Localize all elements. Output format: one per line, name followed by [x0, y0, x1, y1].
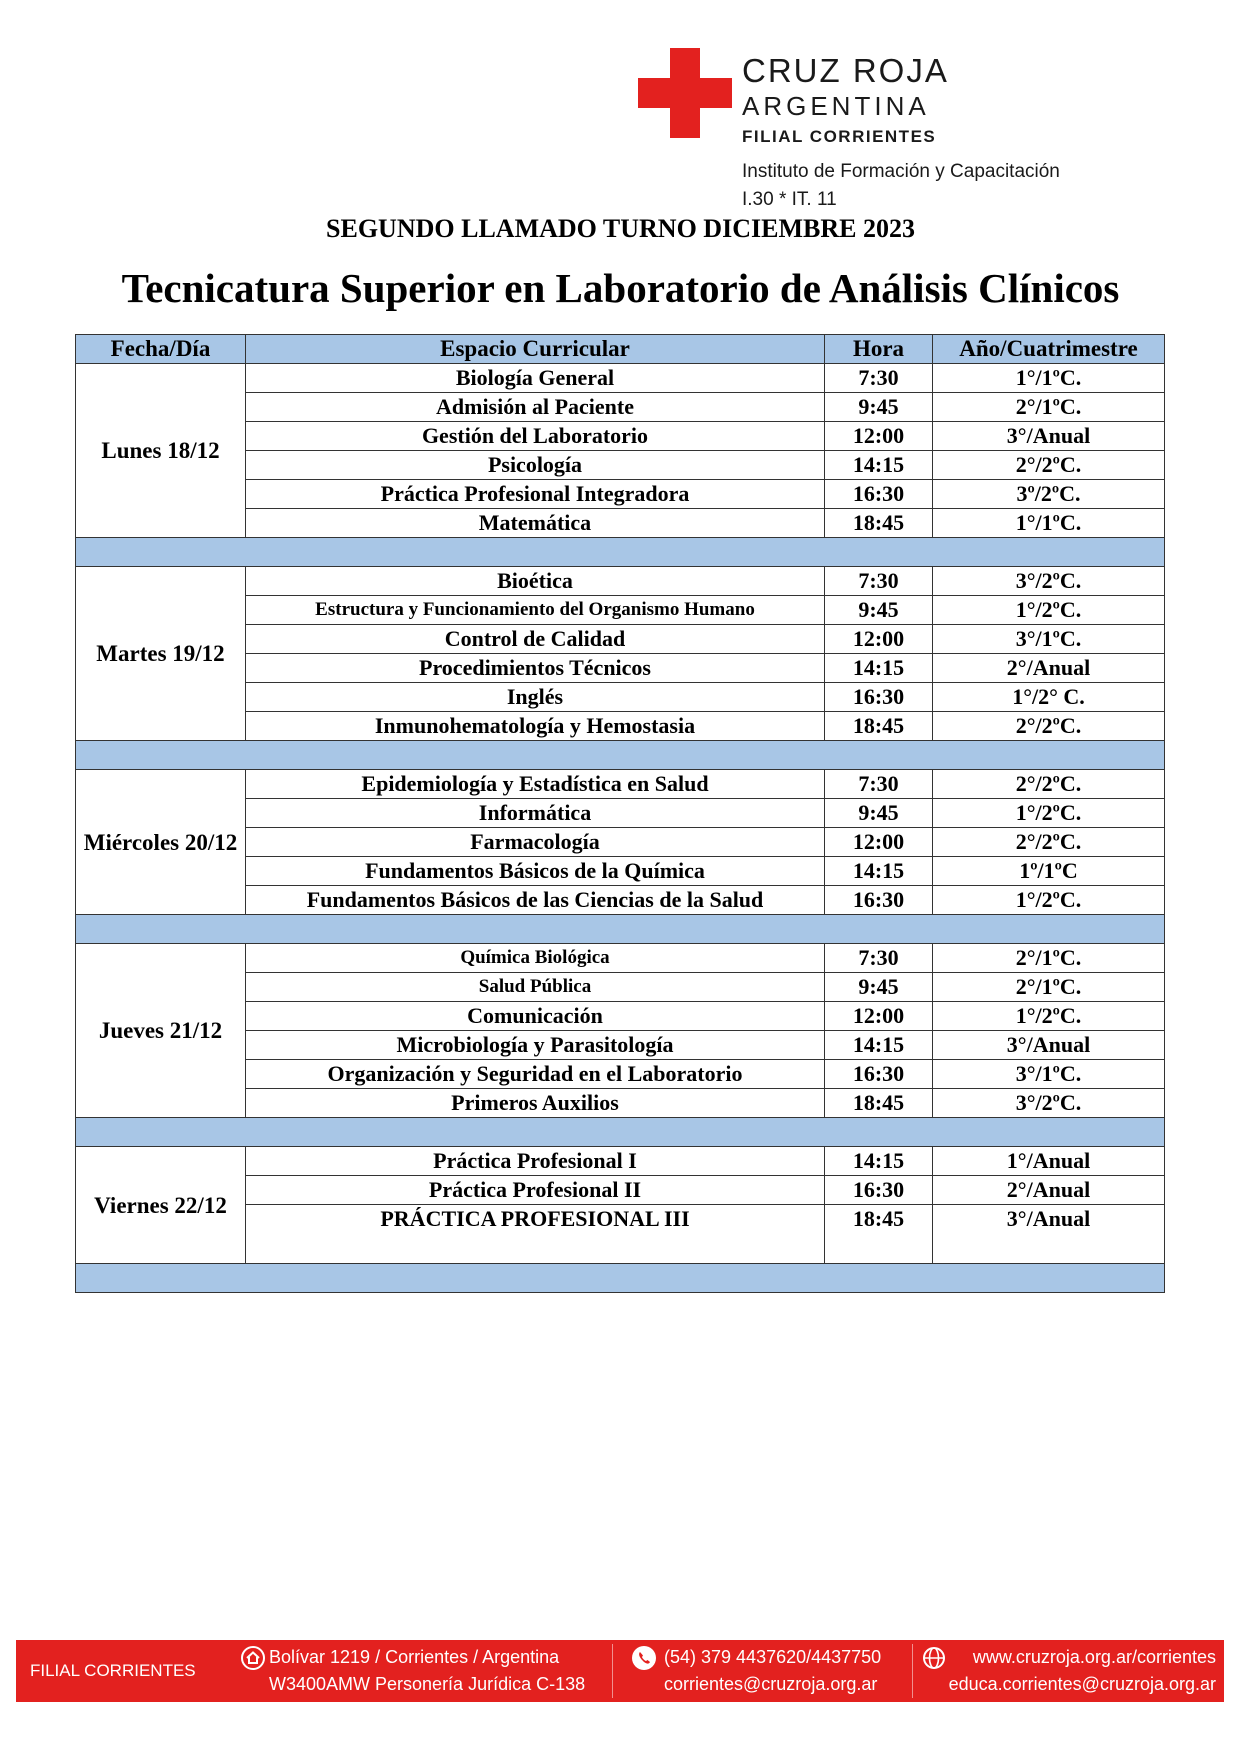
- page-title: Tecnicatura Superior en Laboratorio de Análisis Clínicos: [121, 265, 1120, 311]
- time-cell: 18:45: [825, 712, 933, 741]
- year-cell: 3°/2ºC.: [933, 567, 1165, 596]
- logo-line-3: FILIAL CORRIENTES: [742, 127, 937, 146]
- table-row: [76, 770, 1165, 799]
- time-cell: 18:45: [825, 1089, 933, 1118]
- year-cell: 3°/1ºC.: [933, 1060, 1165, 1089]
- subject-cell: Práctica Profesional Integradora: [246, 480, 825, 509]
- time-cell: 14:15: [825, 1147, 933, 1176]
- time-cell: 12:00: [825, 828, 933, 857]
- subject-cell: Inmunohematología y Hemostasia: [246, 712, 825, 741]
- address-line-1: Bolívar 1219 / Corrientes / Argentina: [269, 1647, 560, 1667]
- subject-cell: Gestión del Laboratorio: [246, 422, 825, 451]
- year-cell: 2°/Anual: [933, 654, 1165, 683]
- globe-icon: [922, 1646, 946, 1670]
- year-cell: 2°/1ºC.: [933, 973, 1165, 1002]
- subject-cell: Procedimientos Técnicos: [246, 654, 825, 683]
- subject-cell: Química Biológica: [246, 944, 825, 973]
- header-date: Fecha/Día: [76, 335, 246, 364]
- footer-bar: [16, 1640, 1224, 1702]
- subject-cell: PRÁCTICA PROFESIONAL III: [246, 1205, 825, 1264]
- website-link[interactable]: www.cruzroja.org.ar/corrientes: [972, 1647, 1216, 1667]
- time-cell: 12:00: [825, 1002, 933, 1031]
- table-row: [76, 944, 1165, 973]
- year-cell: 3°/Anual: [933, 422, 1165, 451]
- subject-cell: Biología General: [246, 364, 825, 393]
- address-line-2: W3400AMW Personería Jurídica C-138: [269, 1674, 586, 1694]
- institute-code: I.30 * IT. 11: [742, 189, 837, 210]
- separator-row: [76, 1118, 1165, 1147]
- year-cell: 3º/2ºC.: [933, 480, 1165, 509]
- subject-cell: Informática: [246, 799, 825, 828]
- header-time: Hora: [825, 335, 933, 364]
- subject-cell: Práctica Profesional I: [246, 1147, 825, 1176]
- time-cell: 7:30: [825, 567, 933, 596]
- separator-row: [76, 1264, 1165, 1293]
- subject-cell: Microbiología y Parasitología: [246, 1031, 825, 1060]
- year-cell: 2°/1ºC.: [933, 393, 1165, 422]
- time-cell: 16:30: [825, 480, 933, 509]
- time-cell: 12:00: [825, 625, 933, 654]
- subject-cell: Epidemiología y Estadística en Salud: [246, 770, 825, 799]
- year-cell: 3°/Anual: [933, 1205, 1165, 1264]
- logo-line-2: ARGENTINA: [742, 91, 930, 121]
- year-cell: 1°/2ºC.: [933, 1002, 1165, 1031]
- table-row: [76, 364, 1165, 393]
- institute-info: [742, 158, 1060, 214]
- year-cell: 1°/2° C.: [933, 683, 1165, 712]
- time-cell: 7:30: [825, 770, 933, 799]
- separator-row: [76, 538, 1165, 567]
- separator-row: [76, 915, 1165, 944]
- day-cell: Martes 19/12: [76, 567, 246, 741]
- time-cell: 16:30: [825, 886, 933, 915]
- time-cell: 9:45: [825, 596, 933, 625]
- year-cell: 3°/1ºC.: [933, 625, 1165, 654]
- time-cell: 16:30: [825, 683, 933, 712]
- home-icon: [241, 1646, 265, 1670]
- time-cell: 9:45: [825, 973, 933, 1002]
- time-cell: 14:15: [825, 451, 933, 480]
- time-cell: 14:15: [825, 857, 933, 886]
- day-cell: Miércoles 20/12: [76, 770, 246, 915]
- time-cell: 16:30: [825, 1060, 933, 1089]
- year-cell: 3°/Anual: [933, 1031, 1165, 1060]
- year-cell: 2°/2ºC.: [933, 770, 1165, 799]
- logo-line-1: CRUZ ROJA: [742, 52, 949, 89]
- email-corrientes[interactable]: corrientes@cruzroja.org.ar: [664, 1674, 878, 1694]
- footer-filial: FILIAL CORRIENTES: [30, 1661, 196, 1680]
- year-cell: 1°/Anual: [933, 1147, 1165, 1176]
- year-cell: 1°/1ºC.: [933, 364, 1165, 393]
- time-cell: 14:15: [825, 1031, 933, 1060]
- separator-row: [76, 741, 1165, 770]
- time-cell: 12:00: [825, 422, 933, 451]
- subject-cell: Organización y Seguridad en el Laboratorio: [246, 1060, 825, 1089]
- subject-cell: Estructura y Funcionamiento del Organismo Humano: [246, 596, 825, 625]
- time-cell: 7:30: [825, 944, 933, 973]
- day-cell: Lunes 18/12: [76, 364, 246, 538]
- subject-cell: Matemática: [246, 509, 825, 538]
- year-cell: 1°/2ºC.: [933, 886, 1165, 915]
- footer-divider: [912, 1644, 913, 1698]
- year-cell: 1°/2ºC.: [933, 799, 1165, 828]
- phone-icon: [632, 1646, 656, 1670]
- phone-number[interactable]: (54) 379 4437620/4437750: [664, 1647, 882, 1667]
- footer-web: [946, 1644, 1216, 1698]
- time-cell: 18:45: [825, 509, 933, 538]
- year-cell: 1°/2ºC.: [933, 596, 1165, 625]
- footer-divider: [612, 1644, 613, 1698]
- table-row: [76, 567, 1165, 596]
- time-cell: 18:45: [825, 1205, 933, 1264]
- subject-cell: Psicología: [246, 451, 825, 480]
- year-cell: 2°/1ºC.: [933, 944, 1165, 973]
- footer-contact: [664, 1644, 881, 1698]
- day-cell: Jueves 21/12: [76, 944, 246, 1118]
- exam-call-subtitle: SEGUNDO LLAMADO TURNO DICIEMBRE 2023: [326, 214, 915, 243]
- year-cell: 3°/2ºC.: [933, 1089, 1165, 1118]
- year-cell: 1º/1ºC: [933, 857, 1165, 886]
- time-cell: 9:45: [825, 393, 933, 422]
- time-cell: 16:30: [825, 1176, 933, 1205]
- subject-cell: Práctica Profesional II: [246, 1176, 825, 1205]
- subject-cell: Bioética: [246, 567, 825, 596]
- organization-name: [742, 52, 949, 152]
- subject-cell: Fundamentos Básicos de las Ciencias de la Salud: [246, 886, 825, 915]
- year-cell: 2°/2ºC.: [933, 451, 1165, 480]
- year-cell: 2°/2ºC.: [933, 828, 1165, 857]
- time-cell: 9:45: [825, 799, 933, 828]
- table-header-row: [76, 335, 1165, 364]
- exam-schedule-table: [75, 334, 1165, 1293]
- year-cell: 1°/1ºC.: [933, 509, 1165, 538]
- subject-cell: Inglés: [246, 683, 825, 712]
- header-subject: Espacio Curricular: [246, 335, 825, 364]
- subject-cell: Fundamentos Básicos de la Química: [246, 857, 825, 886]
- time-cell: 14:15: [825, 654, 933, 683]
- subject-cell: Control de Calidad: [246, 625, 825, 654]
- institute-name: Instituto de Formación y Capacitación: [742, 161, 1060, 182]
- subject-cell: Comunicación: [246, 1002, 825, 1031]
- year-cell: 2°/2ºC.: [933, 712, 1165, 741]
- time-cell: 7:30: [825, 364, 933, 393]
- subject-cell: Primeros Auxilios: [246, 1089, 825, 1118]
- subject-cell: Admisión al Paciente: [246, 393, 825, 422]
- day-cell: Viernes 22/12: [76, 1147, 246, 1264]
- email-educa[interactable]: educa.corrientes@cruzroja.org.ar: [948, 1674, 1216, 1694]
- header-year: Año/Cuatrimestre: [933, 335, 1165, 364]
- footer-address: [269, 1644, 585, 1698]
- subject-cell: Farmacología: [246, 828, 825, 857]
- subject-cell: Salud Pública: [246, 973, 825, 1002]
- year-cell: 2°/Anual: [933, 1176, 1165, 1205]
- table-row: [76, 1147, 1165, 1176]
